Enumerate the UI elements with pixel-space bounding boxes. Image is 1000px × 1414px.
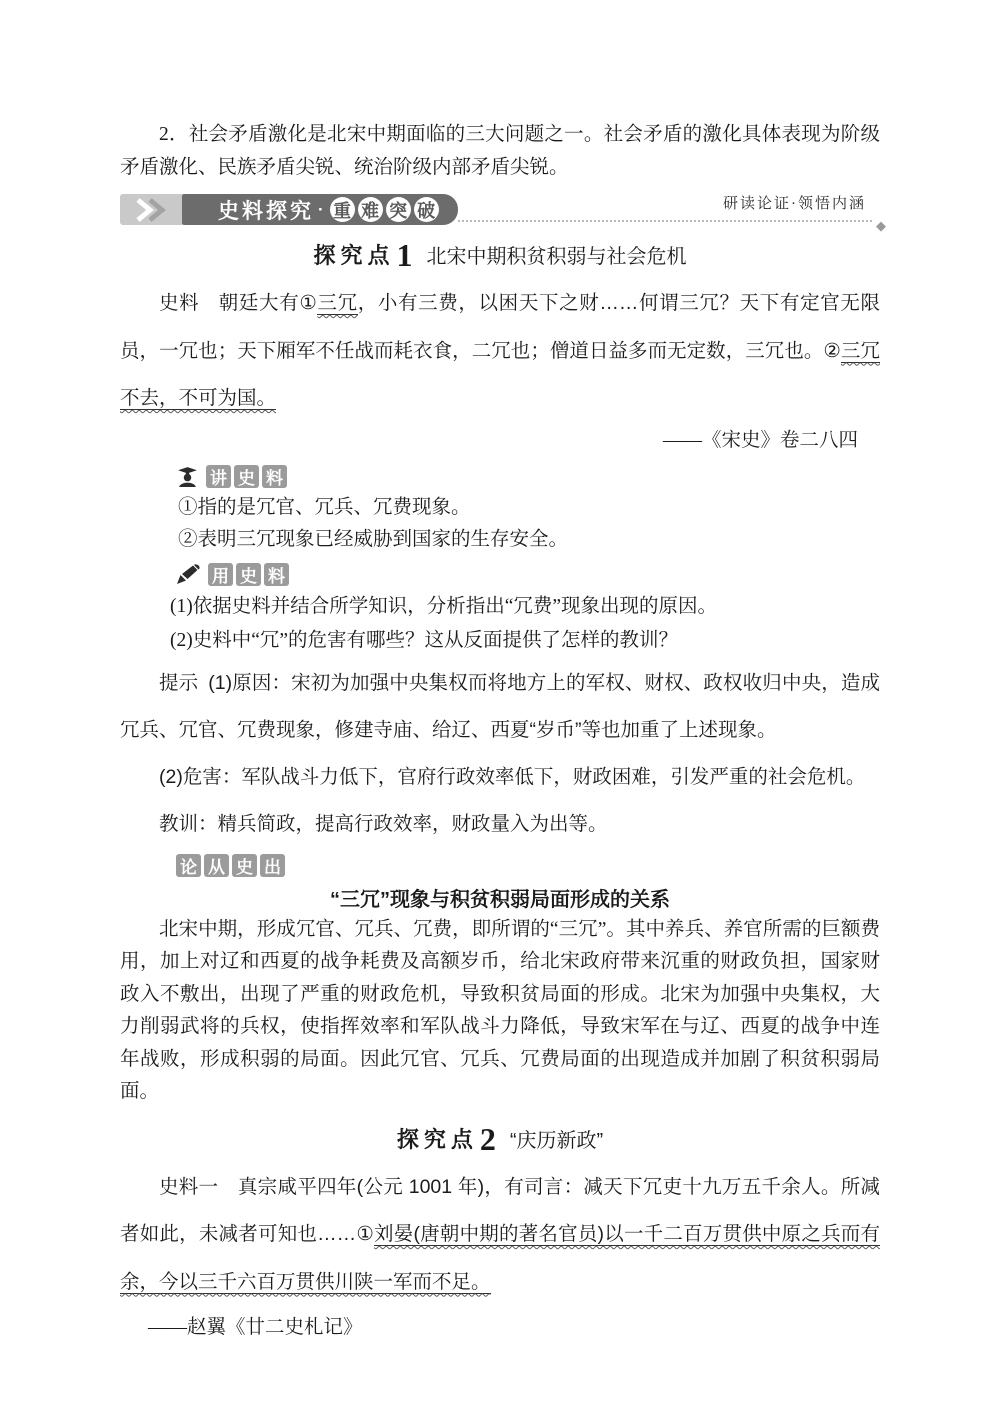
- inquiry-point-1-heading: [120, 237, 880, 274]
- material-text: 真宗咸平四年(公元 1001 年)，有司言：减天下冗吏十九万五千余人。所减者如此，未减者可知也……①: [120, 1175, 880, 1245]
- use-material-badge: [176, 563, 880, 586]
- material-label: 史料一: [159, 1175, 219, 1198]
- badge-char: 料: [264, 563, 289, 586]
- material-1-source: ——《宋史》卷二八四: [662, 429, 858, 451]
- material-note: ①指的是冗官、冗兵、冗费现象。: [178, 496, 471, 518]
- material-text: 朝廷大有①: [218, 292, 318, 314]
- hint-paragraph: 教训：精兵简政，提高行政效率，财政量入为出等。: [159, 812, 608, 835]
- banner-circle-char: 突: [386, 197, 411, 222]
- hint-label: 提示: [159, 671, 199, 694]
- banner-dot: ·: [318, 199, 324, 219]
- banner-circle-char: 重: [330, 197, 355, 222]
- diamond-icon: ◆: [876, 218, 886, 233]
- material-underlined-text: 三冗不去，不可为国。: [120, 339, 880, 409]
- intro-paragraph: 2．社会矛盾激化是北宋中期面临的三大问题之一。社会矛盾的激化具体表现为阶级矛盾激化、民族矛盾尖锐、统治阶级内部矛盾尖锐。: [120, 124, 880, 178]
- banner-circle-char: 破: [414, 197, 439, 222]
- banner-circle-char: 难: [358, 197, 383, 222]
- badge-char: 用: [208, 563, 233, 586]
- material-note: ②表明三冗现象已经威胁到国家的生存安全。: [178, 529, 569, 550]
- material-label: 史料: [159, 292, 200, 314]
- badge-char: 出: [260, 854, 285, 877]
- badge-char: 史: [234, 465, 259, 488]
- material-question: (2)史料中“冗”的危害有哪些？这从反面提供了怎样的教训？: [170, 629, 679, 651]
- material-underlined-text: 三冗: [317, 292, 358, 314]
- banner-tagline-area: [458, 194, 886, 233]
- source-material-2: [120, 1164, 880, 1307]
- inquiry-point-number: 2: [479, 1120, 496, 1157]
- hint-block: [120, 660, 880, 848]
- banner-title-text: 史料探究: [218, 199, 314, 223]
- badge-char: 史: [236, 563, 261, 586]
- inquiry-point-label: 探究点: [396, 1126, 478, 1152]
- badge-char: 料: [262, 465, 287, 488]
- source-material-1: [120, 280, 880, 423]
- badge-char: 史: [232, 854, 257, 877]
- badge-char: 从: [204, 854, 229, 877]
- banner-title-bar: [182, 194, 458, 225]
- inquiry-point-title: “庆历新政”: [509, 1129, 604, 1152]
- explain-material-badge: [176, 465, 880, 488]
- material-question: (1)依据史料并结合所学知识，分析指出“冗费”现象出现的原因。: [170, 595, 718, 617]
- conclusion-heading: “三冗”现象与积贫积弱局面形成的关系: [330, 888, 670, 911]
- hint-paragraph: [120, 660, 880, 754]
- conclusion-body: 北宋中期，形成冗官、冗兵、冗费，即所谓的“三冗”。其中养兵、养官所需的巨额费用，加上对辽和西夏的战争耗费及高额岁币，给北宋政府带来沉重的财政负担，国家财政入不敷出，出现了严重的财政危机，导致积贫局面的形成。北宋为加强中央集权，大力削弱武将的兵权，使指挥效率和军队战斗力降低，导致宋军在与辽、西夏的战争中连年战败，形成积弱的局面。因此冗官、冗兵、冗费局面的出现造成并加剧了积贫积弱局面。: [120, 918, 880, 1102]
- material-text: ，小有三费，以困天下之财……何谓三冗？天下有定官无限员，一冗也；天下厢军不任战而耗衣食，二冗也；僧道日益多而无定数，三冗也。②: [120, 292, 880, 362]
- inquiry-point-title: 北宋中期积贫积弱与社会危机: [426, 246, 687, 268]
- badge-char: 论: [176, 854, 201, 877]
- double-chevron-right-icon: [120, 194, 182, 225]
- badge-char: 讲: [206, 465, 231, 488]
- conclusion-from-history-badge: [176, 854, 880, 877]
- material-underlined-text: 刘晏(唐朝中期的著名官员)以一千二百万贯供中原之兵而有余，今以三千六百万贯供川陕一军而不足。: [120, 1223, 880, 1293]
- inquiry-point-label: 探究点: [313, 243, 395, 268]
- section-banner: [120, 194, 886, 233]
- writing-pen-icon: [176, 564, 201, 585]
- inquiry-point-number: 1: [396, 237, 413, 273]
- hint-text: (1)原因：宋初为加强中央集权而将地方上的军权、财权、政权收归中央，造成冗兵、冗官、冗费现象，修建寺庙、给辽、西夏“岁币”等也加重了上述现象。: [120, 671, 880, 741]
- inquiry-point-2-heading: [120, 1121, 880, 1158]
- material-2-source: ——赵翼《廿二史札记》: [148, 1317, 363, 1338]
- scholar-icon: [176, 465, 199, 488]
- banner-tagline: 研读论证·领悟内涵: [723, 196, 866, 212]
- hint-paragraph: (2)危害：军队战斗力低下，官府行政效率低下，财政困难，引发严重的社会危机。: [159, 765, 866, 788]
